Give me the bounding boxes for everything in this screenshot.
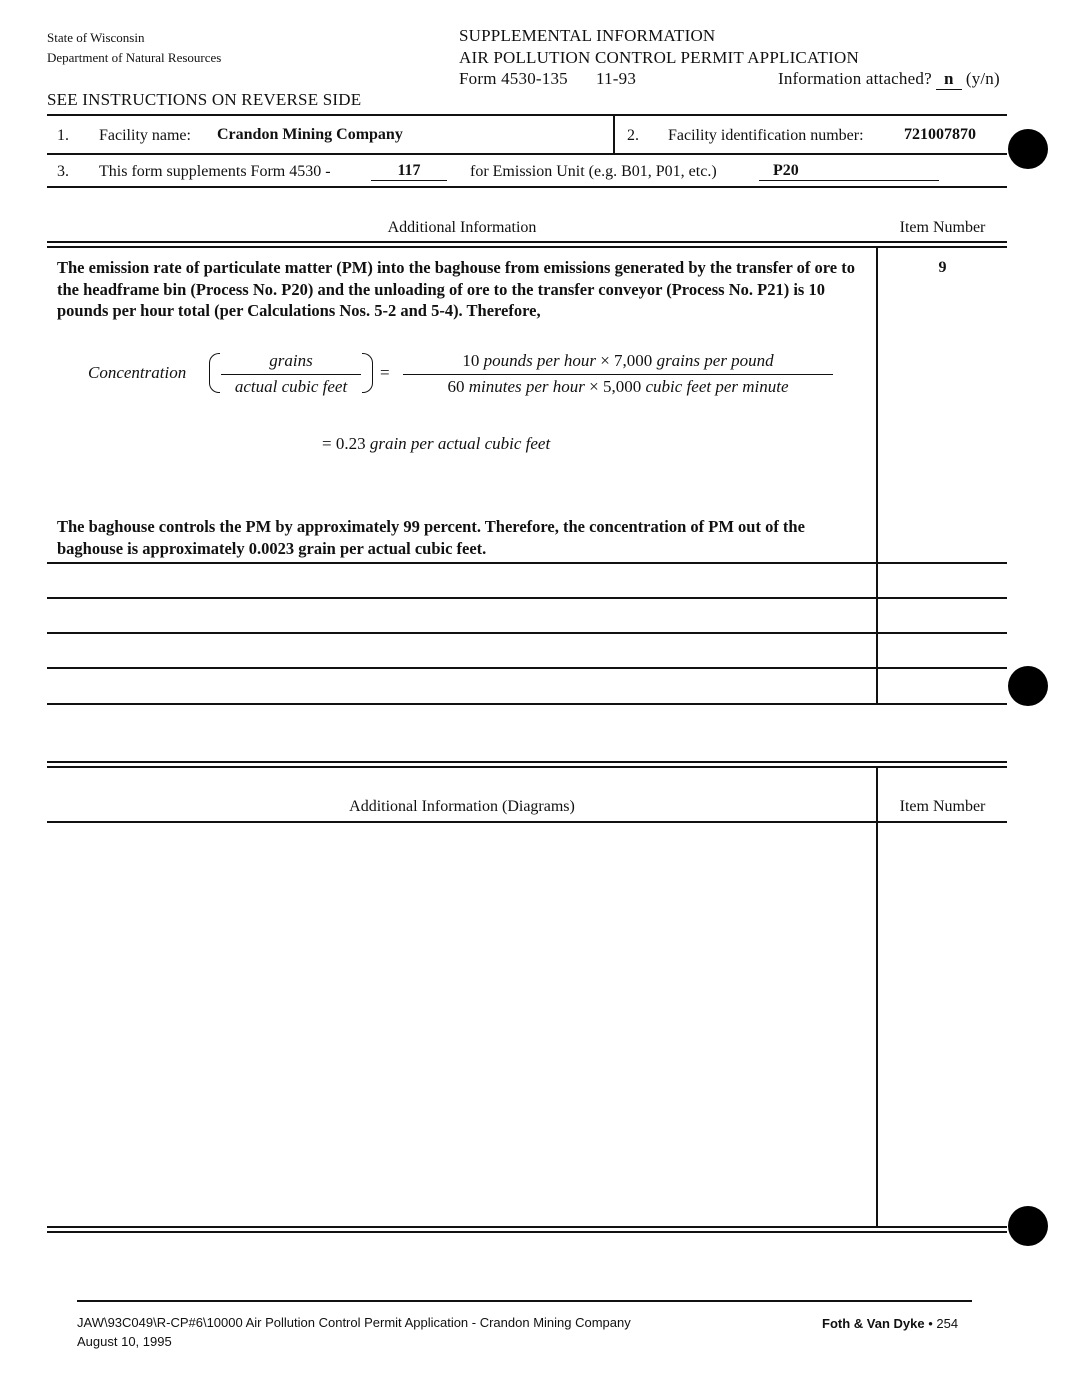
diagrams-area [47,823,875,1225]
equation-right-paren [362,353,373,393]
info-attached-label: Information attached? [778,69,932,88]
equation-result-units: grain per actual cubic feet [369,434,551,453]
field3-number: 3. [57,163,69,180]
supplements-form-value[interactable]: 117 [371,162,447,181]
info-attached-hint: (y/n) [965,69,1000,88]
rule-sec1-b [47,246,1007,248]
equation-numerator [403,351,833,371]
equation-result [322,434,550,454]
equation-den-b: minutes per hour [468,377,585,396]
field1-label: Facility name: [99,127,191,144]
rule-sec2-a [47,761,1007,763]
equation-den-c: × 5,000 [589,377,642,396]
equation-num-c: × 7,000 [600,351,653,370]
equation-num-d: grains per pound [656,351,774,370]
rule-top [47,114,1007,116]
form-title-line1: SUPPLEMENTAL INFORMATION [459,26,716,45]
equation-lhs: Concentration [88,363,187,382]
equation-num-a: 10 [462,351,480,370]
section2-column-divider [876,767,878,1226]
info-attached [778,69,1000,90]
blank-row-rule-3 [47,632,1007,634]
footer-page-number: 254 [936,1316,959,1331]
rule-bottom-b [47,1231,1007,1233]
form-title-line2: AIR POLLUTION CONTROL PERMIT APPLICATION [459,48,859,67]
blank-row-rule-5 [47,703,1007,705]
facility-name-value[interactable]: Crandon Mining Company [217,126,403,143]
equation-units-bar [221,374,361,375]
equation-units-numerator: grains [269,351,313,370]
rule-bottom-a [47,1226,1007,1228]
equation-den-d: cubic feet per minute [645,377,789,396]
equation-result-value: = 0.23 [322,434,366,453]
punch-hole-bottom [1008,1206,1048,1246]
equation-units-denominator: actual cubic feet [234,377,348,396]
section1-heading: Additional Information [387,219,537,236]
footer-firm-name: Foth & Van Dyke [822,1316,925,1331]
rule-sec2-b [47,766,1007,768]
form-date: 11-93 [596,69,637,88]
blank-row-rule-2 [47,597,1007,599]
field3-label2: for Emission Unit (e.g. B01, P01, etc.) [470,163,717,180]
form-number: Form 4530-135 [459,69,568,88]
field-divider [613,116,615,154]
emission-unit-text: P20 [773,162,799,179]
section2-heading: Additional Information (Diagrams) [349,798,575,815]
info-attached-value[interactable]: n [936,69,962,90]
rule-row1 [47,153,1007,155]
footer-document-path: JAW\93C049\R-CP#6\10000 Air Pollution Control Permit Application - Crandon Mining Company [77,1315,631,1330]
equation-fraction-bar [403,374,833,375]
agency-state: State of Wisconsin [47,30,145,45]
section1-item-heading: Item Number [899,219,986,236]
instructions-note: SEE INSTRUCTIONS ON REVERSE SIDE [47,90,362,109]
blank-row-rule-4 [47,667,1007,669]
field2-number: 2. [627,127,639,144]
footer-bullet: • [928,1316,933,1331]
facility-id-value[interactable]: 721007870 [904,126,976,143]
field2-label: Facility identification number: [668,127,864,144]
footer-date: August 10, 1995 [77,1334,172,1349]
footer-rule [77,1300,972,1302]
baghouse-paragraph: The baghouse controls the PM by approximately 99 percent. Therefore, the concentration of PM out of the baghouse is approximately 0.0023 grain per actual cubic feet. [57,517,805,558]
emission-paragraph: The emission rate of particulate matter (PM) into the baghouse from emissions generated by the transfer of ore to the headframe bin (Process No. P20) and the unloading of ore to the transfer conveyor (Process No. P21) is 10 pounds per hour total (per Calculations Nos. 5-2 and 5-4). Therefore, [57,258,855,320]
equation-num-b: pounds per hour [483,351,596,370]
emission-unit-value[interactable] [759,162,939,181]
footer-firm [822,1316,958,1331]
agency-department: Department of Natural Resources [47,50,222,65]
punch-hole-top [1008,129,1048,169]
rule-sec1-a [47,241,1007,243]
equation-denominator [403,377,833,397]
section1-column-divider [876,247,878,704]
rule-row2 [47,186,1007,188]
item-number-value: 9 [938,259,947,276]
punch-hole-middle [1008,666,1048,706]
equation-den-a: 60 [447,377,465,396]
field3-label: This form supplements Form 4530 - [99,163,331,180]
section2-item-heading: Item Number [899,798,986,815]
field1-number: 1. [57,127,69,144]
blank-row-rule-1 [47,562,1007,564]
equation-equals: = [380,363,390,382]
